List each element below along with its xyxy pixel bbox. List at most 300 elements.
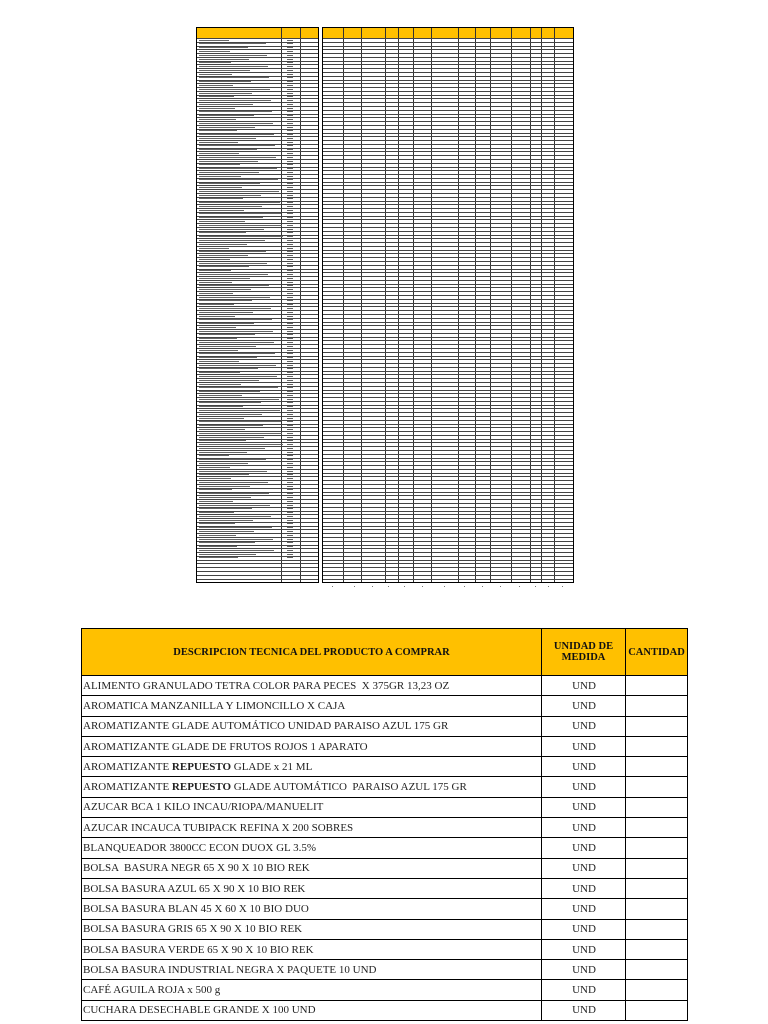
thumbnail-footer-dot: [500, 586, 501, 587]
thumbnail-row-line: [197, 575, 318, 576]
description-pre: AROMATIZANTE: [83, 781, 172, 794]
thumbnail-text-line: [287, 259, 293, 260]
thumbnail-row-line: [323, 473, 573, 474]
thumbnail-text-line: [199, 448, 265, 449]
header-quantity: CANTIDAD: [626, 629, 688, 676]
description-bold: REPUESTO: [171, 760, 232, 773]
thumbnail-footer-dot: [482, 586, 483, 587]
thumbnail-text-line: [199, 338, 237, 339]
thumbnail-text-line: [287, 542, 293, 543]
quantity-cell[interactable]: [626, 939, 688, 959]
thumbnail-text-line: [199, 278, 250, 279]
thumbnail-row-line: [323, 257, 573, 258]
thumbnail-row-line: [323, 76, 573, 77]
thumbnail-text-line: [287, 410, 293, 411]
thumbnail-text-line: [199, 410, 280, 411]
quantity-cell[interactable]: [626, 777, 688, 797]
thumbnail-text-line: [287, 297, 293, 298]
thumbnail-row-line: [323, 144, 573, 145]
thumbnail-row-line: [323, 363, 573, 364]
table-row: [82, 736, 688, 756]
thumbnail-row-line: [323, 469, 573, 470]
thumbnail-text-line: [287, 323, 293, 324]
thumbnail-text-line: [287, 266, 293, 267]
thumbnail-row-line: [323, 129, 573, 130]
thumbnail-row-line: [323, 238, 573, 239]
thumbnail-text-line: [287, 251, 293, 252]
unit-cell: UND: [542, 777, 626, 797]
thumbnail-text-line: [199, 285, 269, 286]
thumbnail-text-line: [199, 342, 274, 343]
thumbnail-text-line: [287, 546, 293, 547]
description-pre: AROMATIZANTE GLADE DE FRUTOS ROJOS 1 APARATO: [83, 740, 368, 753]
thumbnail-row-line: [323, 382, 573, 383]
thumbnail-text-line: [287, 172, 293, 173]
thumbnail-row-line: [323, 442, 573, 443]
thumbnail-text-line: [287, 62, 293, 63]
thumbnail-text-line: [199, 130, 237, 131]
thumbnail-text-line: [199, 40, 229, 41]
thumbnail-row-line: [323, 579, 573, 580]
thumbnail-row-line: [323, 450, 573, 451]
thumbnail-row-line: [323, 359, 573, 360]
description-bold: REPUESTO: [171, 781, 232, 794]
quantity-cell[interactable]: [626, 899, 688, 919]
description-pre: BOLSA BASURA AZUL 65 X 90 X 10 BIO REK: [83, 882, 306, 895]
table-row: [82, 818, 688, 838]
description-pre: AZUCAR BCA 1 KILO INCAU/RIOPA/MANUELIT: [83, 801, 324, 814]
thumbnail-text-line: [287, 153, 293, 154]
thumbnail-row-line: [323, 140, 573, 141]
thumbnail-text-line: [287, 157, 293, 158]
thumbnail-text-line: [287, 316, 293, 317]
thumbnail-text-line: [287, 365, 293, 366]
thumbnail-row-line: [323, 322, 573, 323]
description-cell: [82, 797, 542, 817]
thumbnail-row-line: [323, 68, 573, 69]
thumbnail-text-line: [199, 47, 248, 48]
thumbnail-text-line: [199, 96, 234, 97]
thumbnail-text-line: [199, 289, 251, 290]
thumbnail-row-line: [323, 352, 573, 353]
thumbnail-text-line: [199, 312, 253, 313]
thumbnail-text-line: [287, 395, 293, 396]
table-row: [82, 919, 688, 939]
thumbnail-text-line: [287, 127, 293, 128]
thumbnail-row-line: [323, 420, 573, 421]
thumbnail-row-line: [323, 552, 573, 553]
quantity-cell[interactable]: [626, 696, 688, 716]
thumbnail-text-line: [287, 85, 293, 86]
thumbnail-row-line: [323, 563, 573, 564]
thumbnail-row-line: [323, 303, 573, 304]
thumbnail-text-line: [287, 221, 293, 222]
thumbnail-row-line: [323, 371, 573, 372]
thumbnail-text-line: [287, 191, 293, 192]
description-cell: [82, 757, 542, 777]
thumbnail-text-line: [199, 59, 249, 60]
thumbnail-text-line: [287, 176, 293, 177]
thumbnail-row-line: [323, 507, 573, 508]
thumbnail-row-line: [323, 348, 573, 349]
thumbnail-row-line: [323, 325, 573, 326]
thumbnail-text-line: [287, 516, 293, 517]
thumbnail-text-line: [287, 376, 293, 377]
description-cell: [82, 858, 542, 878]
thumbnail-text-line: [199, 100, 271, 101]
thumbnail-text-line: [199, 489, 232, 490]
thumbnail-text-line: [199, 353, 275, 354]
thumbnail-text-line: [199, 421, 281, 422]
thumbnail-text-line: [199, 259, 230, 260]
thumbnail-row-line: [323, 201, 573, 202]
thumbnail-footer-dot: [404, 586, 405, 587]
unit-cell: UND: [542, 716, 626, 736]
thumbnail-text-line: [287, 425, 293, 426]
unit-cell: UND: [542, 1000, 626, 1020]
table-row: [82, 716, 688, 736]
thumbnail-text-line: [199, 414, 262, 415]
thumbnail-row-line: [323, 136, 573, 137]
thumbnail-text-line: [199, 365, 276, 366]
thumbnail-text-line: [287, 535, 293, 536]
thumbnail-text-line: [199, 263, 267, 264]
thumbnail-text-line: [199, 463, 248, 464]
thumbnail-row-line: [323, 511, 573, 512]
description-cell: [82, 878, 542, 898]
thumbnail-row-line: [323, 102, 573, 103]
thumbnail-row-line: [323, 522, 573, 523]
thumbnail-text-line: [287, 384, 293, 385]
thumbnail-text-line: [287, 520, 293, 521]
thumbnail-text-line: [199, 206, 262, 207]
description-pre: BOLSA BASURA GRIS 65 X 90 X 10 BIO REK: [83, 923, 303, 936]
thumbnail-text-line: [199, 85, 233, 86]
thumbnail-row-line: [323, 265, 573, 266]
quantity-cell[interactable]: [626, 736, 688, 756]
thumbnail-text-line: [287, 210, 293, 211]
thumbnail-row-line: [323, 80, 573, 81]
thumbnail-text-line: [199, 372, 240, 373]
thumbnail-text-line: [287, 149, 293, 150]
thumbnail-row-line: [323, 53, 573, 54]
thumbnail-text-line: [199, 81, 251, 82]
thumbnail-text-line: [287, 51, 293, 52]
thumbnail-text-line: [199, 357, 257, 358]
thumbnail-row-line: [323, 151, 573, 152]
thumbnail-text-line: [199, 459, 266, 460]
description-pre: AZUCAR INCAUCA TUBIPACK REFINA X 200 SOBRES: [83, 821, 354, 834]
thumbnail-text-line: [199, 89, 270, 90]
thumbnail-row-line: [323, 261, 573, 262]
thumbnail-text-line: [287, 236, 293, 237]
thumbnail-text-line: [199, 213, 281, 214]
thumbnail-row-line: [323, 575, 573, 576]
thumbnail-row-line: [323, 133, 573, 134]
quantity-cell[interactable]: [626, 757, 688, 777]
thumbnail-text-line: [287, 391, 293, 392]
thumbnail-text-line: [199, 444, 283, 445]
unit-cell: UND: [542, 919, 626, 939]
thumbnail-row-line: [323, 533, 573, 534]
thumbnail-text-line: [199, 115, 254, 116]
thumbnail-text-line: [199, 467, 230, 468]
thumbnail-text-line: [199, 77, 269, 78]
thumbnail-row-line: [323, 204, 573, 205]
thumbnail-text-line: [199, 361, 239, 362]
quantity-cell[interactable]: [626, 818, 688, 838]
thumbnail-text-line: [287, 357, 293, 358]
thumbnail-footer-dot: [464, 586, 465, 587]
quantity-cell[interactable]: [626, 858, 688, 878]
thumbnail-row-line: [323, 299, 573, 300]
thumbnail-row-line: [323, 397, 573, 398]
thumbnail-text-line: [287, 108, 293, 109]
thumbnail-row-line: [197, 579, 318, 580]
description-pre: BOLSA BASURA NEGR 65 X 90 X 10 BIO REK: [83, 862, 310, 875]
thumbnail-text-line: [287, 123, 293, 124]
thumbnail-text-line: [287, 100, 293, 101]
thumbnail-row-line: [323, 83, 573, 84]
thumbnail-text-line: [287, 338, 293, 339]
thumbnail-text-line: [287, 308, 293, 309]
quantity-cell[interactable]: [626, 960, 688, 980]
table-row: [82, 858, 688, 878]
description-pre: BOLSA BASURA INDUSTRIAL NEGRA X PAQUETE 10 UND: [83, 963, 377, 976]
thumbnail-row-line: [323, 424, 573, 425]
thumbnail-text-line: [199, 119, 236, 120]
thumbnail-row-line: [197, 563, 318, 564]
thumbnail-row-line: [323, 272, 573, 273]
thumbnail-row-line: [323, 61, 573, 62]
thumbnail-row-line: [323, 488, 573, 489]
thumbnail-text-line: [199, 497, 251, 498]
quantity-cell[interactable]: [626, 838, 688, 858]
thumbnail-text-line: [287, 278, 293, 279]
thumbnail-row-line: [323, 499, 573, 500]
thumbnail-text-line: [287, 463, 293, 464]
thumbnail-row-line: [323, 439, 573, 440]
thumbnail-text-line: [287, 198, 293, 199]
thumbnail-text-line: [199, 127, 255, 128]
thumbnail-row-line: [323, 185, 573, 186]
thumbnail-text-line: [287, 89, 293, 90]
table-row: [82, 757, 688, 777]
thumbnail-row-line: [323, 287, 573, 288]
thumbnail-text-line: [287, 478, 293, 479]
thumbnail-text-line: [287, 418, 293, 419]
thumbnail-text-line: [199, 516, 271, 517]
table-row: [82, 676, 688, 696]
thumbnail-text-line: [199, 542, 255, 543]
unit-cell: UND: [542, 818, 626, 838]
thumbnail-text-line: [287, 145, 293, 146]
thumbnail-text-line: [199, 501, 233, 502]
thumbnail-text-line: [287, 452, 293, 453]
description-pre: BOLSA BASURA VERDE 65 X 90 X 10 BIO REK: [83, 943, 314, 956]
thumbnail-row-line: [323, 458, 573, 459]
thumbnail-row-line: [323, 337, 573, 338]
thumbnail-text-line: [199, 134, 274, 135]
thumbnail-text-line: [199, 248, 229, 249]
quantity-cell[interactable]: [626, 676, 688, 696]
thumbnail-row-line: [323, 556, 573, 557]
thumbnail-text-line: [287, 263, 293, 264]
thumbnail-text-line: [199, 523, 235, 524]
table-header-row: [82, 629, 688, 676]
unit-cell: UND: [542, 980, 626, 1000]
thumbnail-row-line: [197, 571, 318, 572]
thumbnail-text-line: [287, 232, 293, 233]
thumbnail-text-line: [199, 104, 253, 105]
thumbnail-row-line: [323, 208, 573, 209]
thumbnail-text-line: [199, 346, 256, 347]
thumbnail-text-line: [287, 414, 293, 415]
thumbnail-text-line: [199, 176, 241, 177]
thumbnail-text-line: [287, 74, 293, 75]
thumbnail-row-line: [323, 46, 573, 47]
table-row: [82, 696, 688, 716]
thumbnail-text-line: [199, 236, 283, 237]
thumbnail-text-line: [199, 240, 265, 241]
thumbnail-footer-dot: [372, 586, 373, 587]
thumbnail-text-line: [287, 497, 293, 498]
thumbnail-text-line: [287, 40, 293, 41]
thumbnail-text-line: [199, 300, 252, 301]
thumbnail-text-line: [199, 183, 260, 184]
thumbnail-row-line: [323, 231, 573, 232]
thumbnail-row-line: [323, 174, 573, 175]
thumbnail-text-line: [287, 104, 293, 105]
quantity-cell[interactable]: [626, 919, 688, 939]
thumbnail-text-line: [287, 331, 293, 332]
description-post: GLADE AUTOMÁTICO PARAISO AZUL 175 GR: [231, 781, 467, 794]
thumbnail-text-line: [287, 508, 293, 509]
thumbnail-text-line: [287, 66, 293, 67]
thumbnail-text-line: [199, 327, 236, 328]
thumbnail-text-line: [287, 399, 293, 400]
thumbnail-text-line: [199, 244, 247, 245]
thumbnail-text-line: [287, 523, 293, 524]
description-post: GLADE x 21 ML: [231, 760, 313, 773]
thumbnail-row-line: [323, 503, 573, 504]
thumbnail-text-line: [199, 554, 256, 555]
thumbnail-row-line: [323, 291, 573, 292]
unit-cell: UND: [542, 878, 626, 898]
quantity-cell[interactable]: [626, 980, 688, 1000]
description-cell: [82, 696, 542, 716]
thumbnail-text-line: [287, 448, 293, 449]
thumbnail-text-line: [199, 527, 272, 528]
thumbnail-text-line: [199, 433, 282, 434]
thumbnail-row-line: [323, 390, 573, 391]
thumbnail-text-line: [287, 482, 293, 483]
thumbnail-text-line: [199, 232, 246, 233]
unit-cell: UND: [542, 838, 626, 858]
thumbnail-row-line: [323, 480, 573, 481]
thumbnail-row-line: [323, 242, 573, 243]
thumbnail-text-line: [287, 115, 293, 116]
thumbnail-text-line: [287, 289, 293, 290]
thumbnail-row-line: [323, 405, 573, 406]
thumbnail-text-line: [199, 387, 278, 388]
quantity-cell[interactable]: [626, 878, 688, 898]
thumbnail-text-line: [287, 183, 293, 184]
thumbnail-text-line: [287, 70, 293, 71]
description-pre: CAFÉ AGUILA ROJA x 500 g: [83, 984, 221, 997]
thumbnail-row-line: [323, 401, 573, 402]
thumbnail-row-line: [323, 541, 573, 542]
thumbnail-text-line: [287, 244, 293, 245]
thumbnail-footer-dot: [444, 586, 445, 587]
thumbnail-row-line: [323, 318, 573, 319]
description-cell: [82, 777, 542, 797]
thumbnail-row-line: [323, 121, 573, 122]
table-row: [82, 838, 688, 858]
thumbnail-text-line: [199, 282, 232, 283]
thumbnail-text-line: [287, 527, 293, 528]
thumbnail-text-line: [287, 93, 293, 94]
quantity-cell[interactable]: [626, 716, 688, 736]
thumbnail-row-line: [323, 269, 573, 270]
unit-cell: UND: [542, 676, 626, 696]
thumbnail-row-line: [323, 182, 573, 183]
thumbnail-row-line: [323, 295, 573, 296]
quantity-cell[interactable]: [626, 1000, 688, 1020]
thumbnail-text-line: [287, 255, 293, 256]
thumbnail-text-line: [287, 554, 293, 555]
thumbnail-text-line: [199, 266, 249, 267]
thumbnail-text-line: [287, 55, 293, 56]
thumbnail-text-line: [287, 217, 293, 218]
thumbnail-row-line: [323, 416, 573, 417]
thumbnail-text-line: [287, 274, 293, 275]
thumbnail-text-line: [287, 368, 293, 369]
table-row: [82, 1000, 688, 1020]
thumbnail-row-line: [323, 212, 573, 213]
thumbnail-text-line: [287, 440, 293, 441]
thumbnail-text-line: [199, 70, 250, 71]
thumbnail-row-line: [323, 427, 573, 428]
description-pre: ALIMENTO GRANULADO TETRA COLOR PARA PECES X 375GR 13,23 OZ: [83, 679, 450, 692]
thumbnail-text-line: [199, 297, 270, 298]
thumbnail-text-line: [199, 145, 275, 146]
thumbnail-row-line: [323, 219, 573, 220]
thumbnail-text-line: [199, 520, 253, 521]
thumbnail-row-line: [323, 223, 573, 224]
thumbnail-row-line: [323, 393, 573, 394]
unit-cell: UND: [542, 858, 626, 878]
description-cell: [82, 939, 542, 959]
thumbnail-row-line: [323, 329, 573, 330]
thumbnail-footer-dot: [332, 586, 333, 587]
thumbnail-text-line: [199, 123, 273, 124]
description-pre: BOLSA BASURA BLAN 45 X 60 X 10 BIO DUO: [83, 902, 309, 915]
thumbnail-text-line: [287, 550, 293, 551]
table-row: [82, 797, 688, 817]
thumbnail-text-line: [287, 350, 293, 351]
thumbnail-right-table: [322, 27, 574, 583]
thumbnail-row-line: [323, 367, 573, 368]
thumbnail-text-line: [287, 467, 293, 468]
thumbnail-text-line: [287, 512, 293, 513]
thumbnail-row-line: [323, 110, 573, 111]
thumbnail-text-line: [287, 474, 293, 475]
thumbnail-text-line: [199, 198, 243, 199]
thumbnail-text-line: [287, 293, 293, 294]
thumbnail-row-line: [323, 529, 573, 530]
quantity-cell[interactable]: [626, 797, 688, 817]
